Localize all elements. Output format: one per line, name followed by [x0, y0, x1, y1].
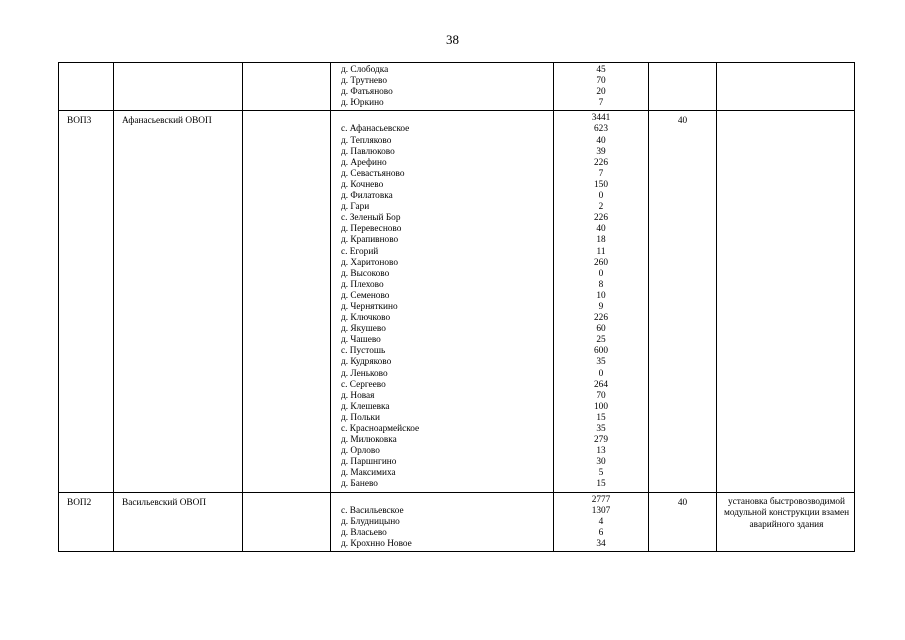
facility-code-cell: ВОП2 — [59, 492, 114, 551]
settlement-name: д. Банево — [341, 479, 378, 490]
population-value: 34 — [596, 538, 606, 549]
note-cell — [717, 63, 855, 111]
facility-name-cell — [114, 63, 243, 111]
settlement-name: д. Клешевка — [341, 401, 390, 412]
population-value: 7 — [598, 98, 604, 109]
empty-cell — [243, 492, 331, 551]
settlement-name: с. Красноармейское — [341, 424, 420, 434]
settlement-name: д. Кудряково — [341, 357, 392, 368]
note-cell — [717, 111, 855, 492]
population-value: 7 — [598, 168, 604, 179]
settlements-cell — [331, 63, 554, 111]
population-value: 70 — [596, 76, 606, 87]
population-value: 226 — [594, 157, 608, 168]
population-value: 35 — [596, 424, 606, 434]
population-total: 3441 — [591, 113, 611, 124]
page-number: 38 — [446, 32, 459, 47]
settlement-name: д. Якушево — [341, 324, 386, 335]
population-value: 100 — [594, 401, 608, 412]
settlement-name: с. Пустошь — [341, 346, 386, 357]
settlement-name: д. Власьево — [341, 527, 387, 538]
settlement-name: д. Харитоново — [341, 257, 399, 268]
population-value: 0 — [598, 268, 604, 279]
settlement-name: д. Перевесново — [341, 224, 402, 235]
settlement-name: д. Крохнно Новое — [341, 538, 412, 549]
settlement-name: д. Блудницыно — [341, 516, 400, 527]
population-value: 70 — [596, 390, 606, 401]
settlement-name: д. Трутнево — [341, 76, 388, 87]
settlement-name: д. Филатовка — [341, 191, 393, 202]
population-value: 226 — [594, 213, 608, 224]
population-value: 45 — [596, 65, 606, 75]
population-value: 35 — [596, 357, 606, 368]
population-cell — [554, 111, 649, 492]
note-cell: установка быстровозводимой модульной конструкции взамен аварийного здания — [717, 492, 855, 551]
settlement-name: с. Сергеево — [341, 379, 386, 390]
population-value: 9 — [598, 301, 604, 312]
population-value: 0 — [598, 368, 604, 379]
settlement-name: д. Леньково — [341, 368, 388, 379]
capacity-cell: 40 — [649, 492, 717, 551]
settlement-name: д. Максимиха — [341, 468, 396, 479]
population-cell — [554, 492, 649, 551]
settlements-cell — [331, 111, 554, 492]
population-cell — [554, 63, 649, 111]
population-total: 2777 — [591, 494, 611, 505]
facility-code-cell — [59, 63, 114, 111]
settlement-name: с. Афанасьевское — [341, 124, 410, 135]
settlement-name: д. Севастьяново — [341, 168, 405, 179]
population-value: 279 — [594, 435, 608, 446]
settlement-name: д. Польки — [341, 412, 380, 423]
settlement-name: д. Юркино — [341, 98, 384, 109]
capacity-cell: 40 — [649, 111, 717, 492]
population-value: 264 — [594, 379, 608, 390]
settlement-name: д. Слободка — [341, 65, 389, 75]
population-value: 30 — [596, 457, 606, 468]
settlement-name: д. Черняткино — [341, 301, 398, 312]
population-value: 623 — [594, 124, 608, 135]
empty-cell — [243, 111, 331, 492]
settlement-name: д. Чашево — [341, 335, 381, 346]
empty-cell — [243, 63, 331, 111]
population-value: 15 — [596, 412, 606, 423]
table-row — [59, 492, 855, 551]
settlement-name: д. Семеново — [341, 290, 390, 301]
population-value: 18 — [596, 235, 606, 246]
population-value: 226 — [594, 313, 608, 324]
settlement-name: д. Кочнево — [341, 179, 384, 190]
population-value: 40 — [596, 224, 606, 235]
population-value: 20 — [596, 87, 606, 98]
settlement-name: д. Новая — [341, 390, 375, 401]
facility-name-cell: Васильевский ОВОП — [114, 492, 243, 551]
settlement-name: с. Зеленый Бор — [341, 213, 401, 224]
settlement-name: д. Милюковка — [341, 435, 397, 446]
population-value: 40 — [596, 135, 606, 146]
settlement-name: д. Плехово — [341, 279, 384, 290]
settlement-name: д. Высоково — [341, 268, 390, 279]
population-value: 5 — [598, 468, 604, 479]
facility-name-cell: Афанасьевский ОВОП — [114, 111, 243, 492]
table-row — [59, 63, 855, 111]
population-value: 15 — [596, 479, 606, 490]
settlement-name: с. Васильевское — [341, 505, 404, 516]
settlement-name: д. Гари — [341, 202, 370, 213]
population-value: 11 — [596, 246, 606, 257]
population-value: 1307 — [591, 505, 611, 516]
settlement-name: д. Павлюково — [341, 146, 395, 157]
settlements-cell — [331, 492, 554, 551]
population-value: 13 — [596, 446, 606, 457]
capacity-cell — [649, 63, 717, 111]
settlement-name: д. Крапивново — [341, 235, 399, 246]
population-value: 25 — [596, 335, 606, 346]
settlement-name: д. Паршнгино — [341, 457, 397, 468]
facility-code-cell: ВОП3 — [59, 111, 114, 492]
settlement-name: с. Егорий — [341, 246, 379, 257]
settlement-name: д. Арефино — [341, 157, 387, 168]
settlement-name: д. Фатьяново — [341, 87, 393, 98]
settlement-name: д. Тепляково — [341, 135, 392, 146]
table-row — [59, 111, 855, 492]
population-value: 8 — [598, 279, 604, 290]
population-value: 2 — [598, 202, 604, 213]
facilities-table — [58, 62, 855, 552]
population-value: 10 — [596, 290, 606, 301]
population-value: 600 — [594, 346, 608, 357]
settlement-name: д. Ключково — [341, 313, 391, 324]
settlement-name: д. Орлово — [341, 446, 380, 457]
population-value: 60 — [596, 324, 606, 335]
population-value: 0 — [598, 191, 604, 202]
population-value: 150 — [594, 179, 608, 190]
population-value: 4 — [598, 516, 604, 527]
population-value: 6 — [598, 527, 604, 538]
population-value: 39 — [596, 146, 606, 157]
population-value: 260 — [594, 257, 608, 268]
